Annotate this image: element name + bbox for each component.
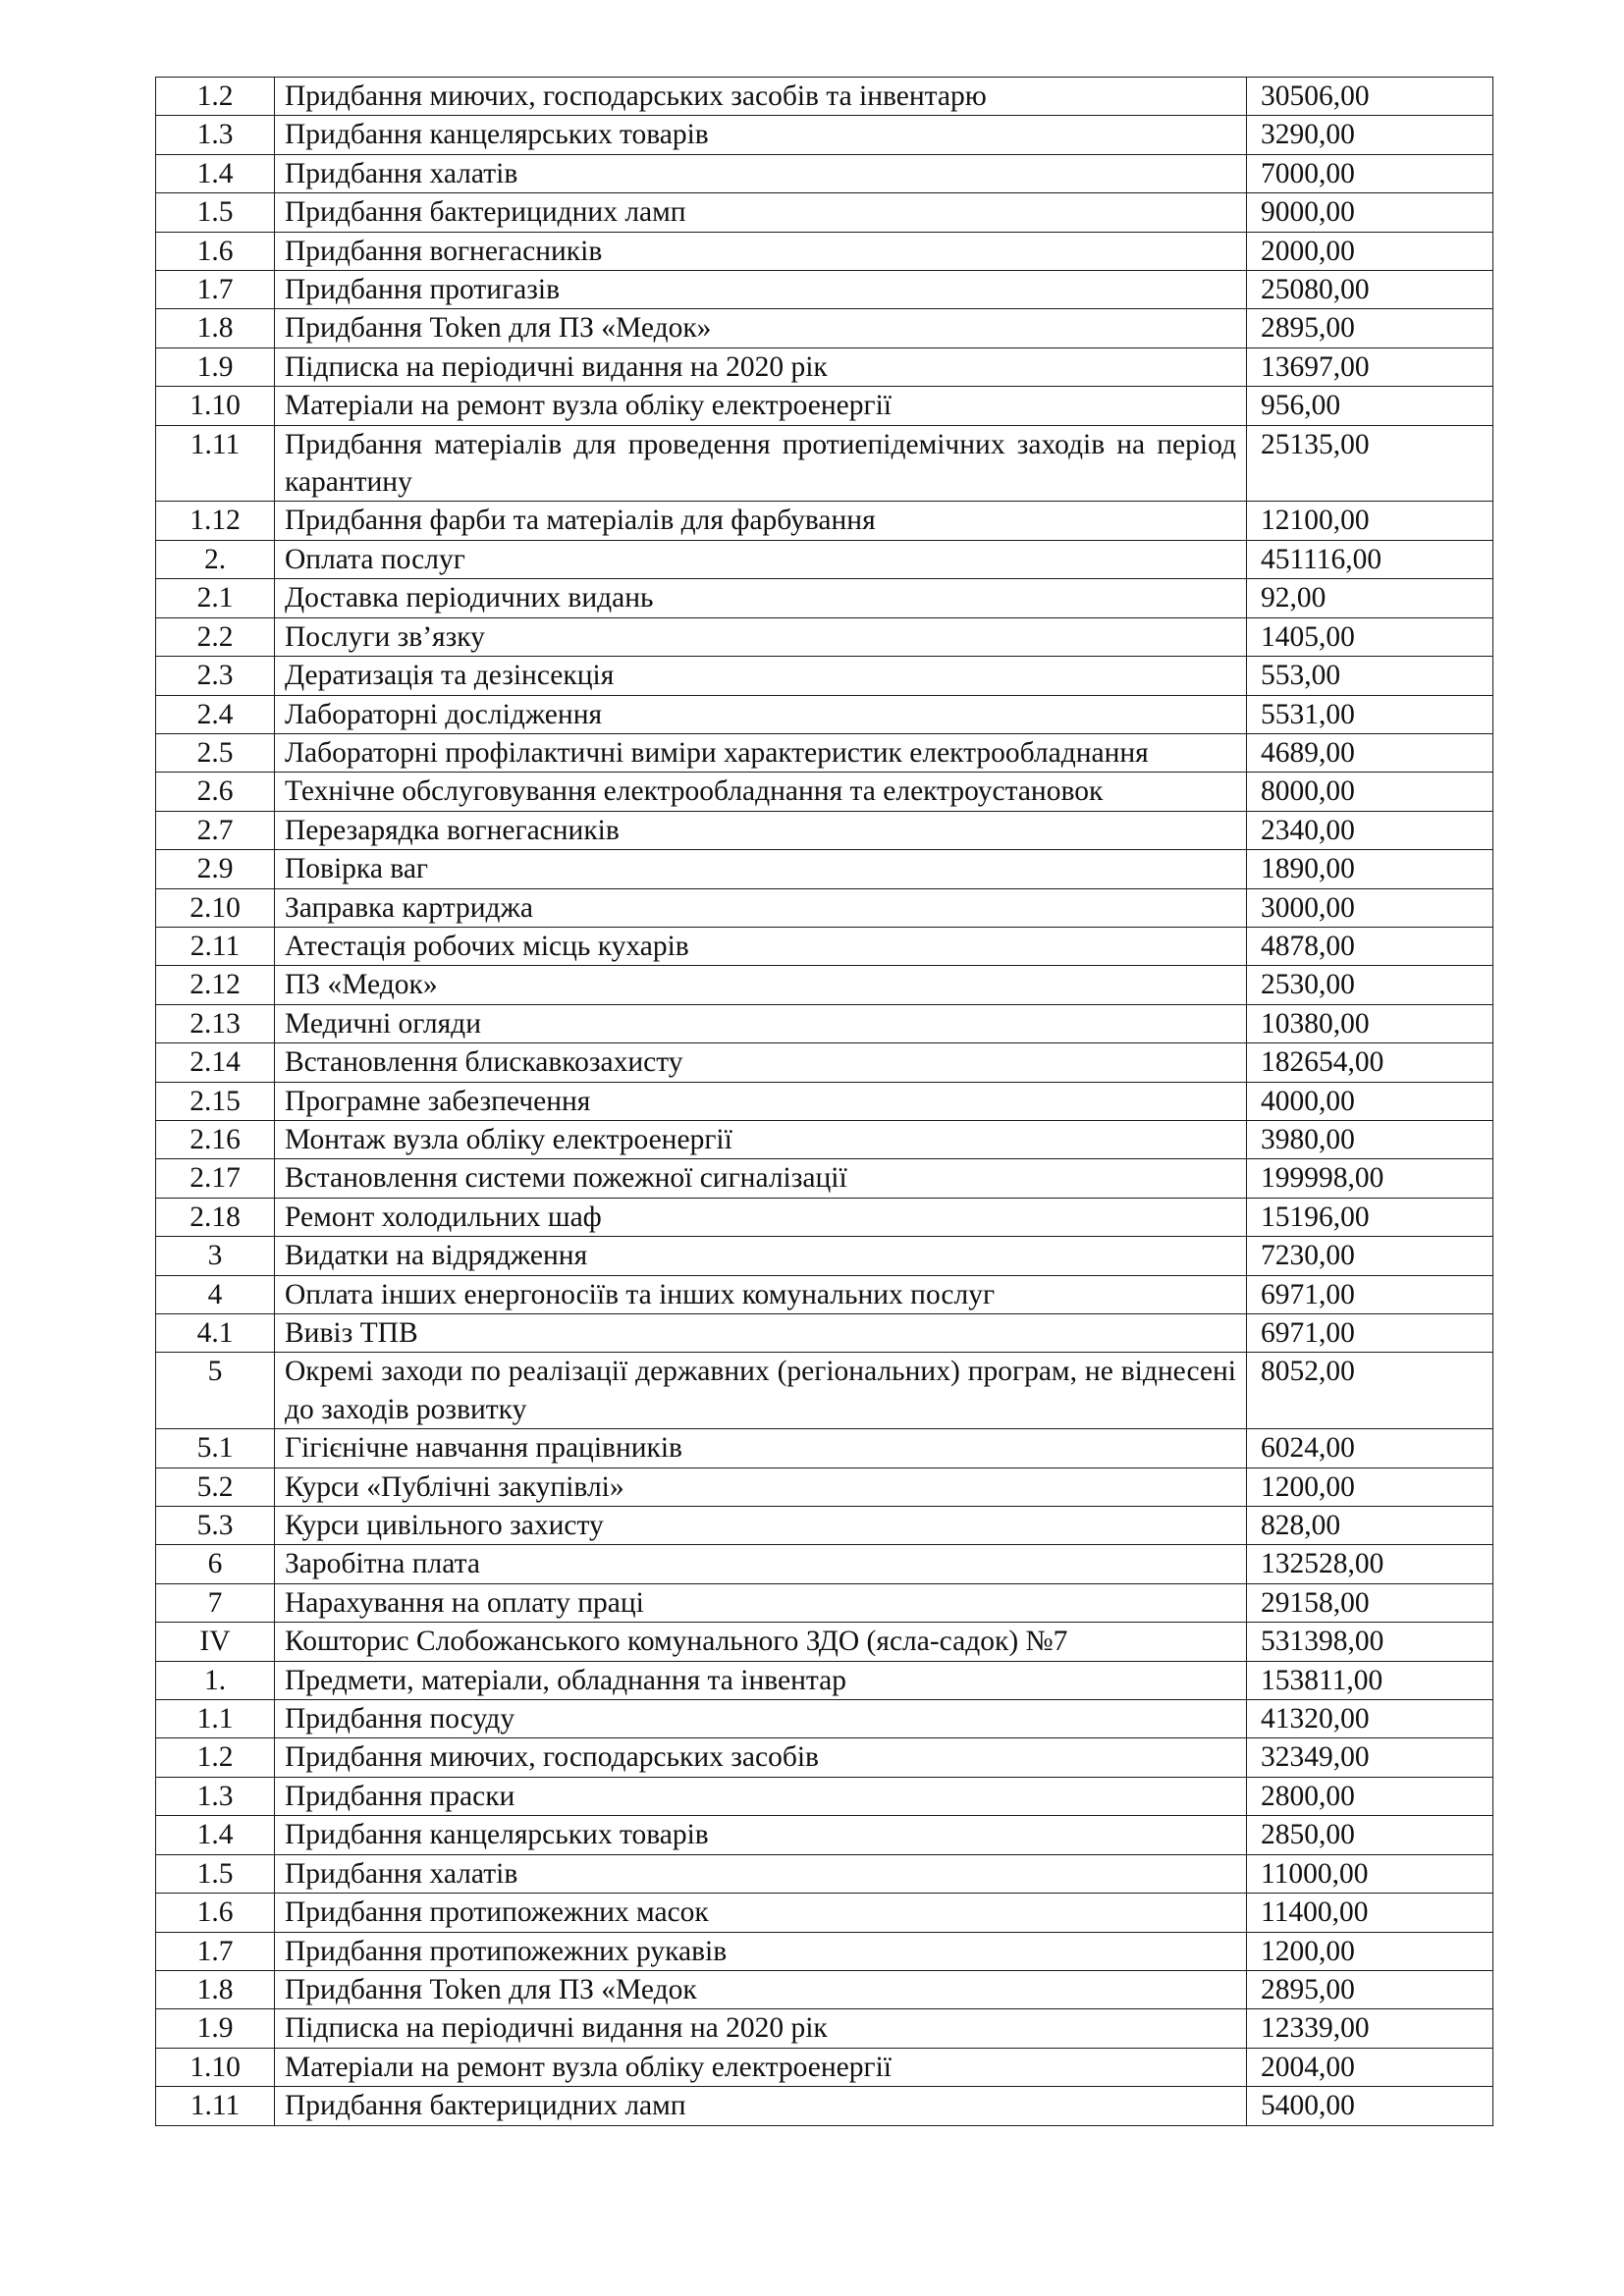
row-number: 1.9 [156,2009,275,2048]
row-description: Вивіз ТПВ [275,1314,1247,1353]
row-amount: 5531,00 [1247,695,1493,733]
row-number: 2.7 [156,811,275,849]
row-number: 1.5 [156,193,275,232]
row-description: Перезарядка вогнегасників [275,811,1247,849]
row-description: Придбання вогнегасників [275,232,1247,270]
row-number: 5.1 [156,1429,275,1468]
row-amount: 828,00 [1247,1507,1493,1545]
table-row [156,657,1493,695]
row-amount: 2800,00 [1247,1777,1493,1815]
row-amount: 4878,00 [1247,927,1493,965]
row-amount: 3290,00 [1247,116,1493,154]
row-description: Підписка на періодичні видання на 2020 рік [275,2009,1247,2048]
row-description: Доставка періодичних видань [275,579,1247,617]
row-number: 1.10 [156,2048,275,2086]
row-number: 1.5 [156,1854,275,1893]
row-amount: 1200,00 [1247,1468,1493,1506]
row-number: 2.11 [156,927,275,965]
row-amount: 12100,00 [1247,502,1493,540]
row-description: Придбання фарби та матеріалів для фарбування [275,502,1247,540]
row-amount: 3000,00 [1247,888,1493,927]
row-amount: 132528,00 [1247,1545,1493,1583]
row-number: 5 [156,1353,275,1429]
row-number: 1.7 [156,1932,275,1970]
row-description: Лабораторні дослідження [275,695,1247,733]
row-amount: 92,00 [1247,579,1493,617]
row-amount: 4000,00 [1247,1082,1493,1120]
row-amount: 15196,00 [1247,1198,1493,1236]
row-number: 1.10 [156,387,275,425]
table-row [156,1237,1493,1275]
row-description: Окремі заходи по реалізації державних (регіональних) програм, не віднесені до заходів розвитку [275,1353,1247,1429]
table-row [156,309,1493,347]
table-row [156,888,1493,927]
table-row [156,1275,1493,1313]
row-amount: 2004,00 [1247,2048,1493,2086]
row-amount: 182654,00 [1247,1043,1493,1082]
row-number: 1.4 [156,154,275,192]
row-amount: 13697,00 [1247,347,1493,386]
row-number: 5.2 [156,1468,275,1506]
row-number: 1.3 [156,1777,275,1815]
row-description: Гігієнічне навчання працівників [275,1429,1247,1468]
row-number: 2.6 [156,773,275,811]
row-amount: 11400,00 [1247,1894,1493,1932]
row-number: 1.12 [156,502,275,540]
row-amount: 1890,00 [1247,850,1493,888]
row-number: 2.10 [156,888,275,927]
row-description: Дератизація та дезінсекція [275,657,1247,695]
row-amount: 2895,00 [1247,1970,1493,2008]
table-row [156,1894,1493,1932]
table-row [156,773,1493,811]
row-amount: 2340,00 [1247,811,1493,849]
row-description: Придбання канцелярських товарів [275,1816,1247,1854]
table-row [156,1545,1493,1583]
table-row [156,1043,1493,1082]
row-description: Оплата інших енергоносіїв та інших комунальних послуг [275,1275,1247,1313]
row-number: 3 [156,1237,275,1275]
row-description: Предмети, матеріали, обладнання та інвентар [275,1661,1247,1699]
row-number: 1.4 [156,1816,275,1854]
row-description: Монтаж вузла обліку електроенергії [275,1120,1247,1158]
row-amount: 10380,00 [1247,1004,1493,1042]
row-description: Кошторис Слобожанського комунального ЗДО (ясла-садок) №7 [275,1623,1247,1661]
row-description: Придбання матеріалів для проведення протиепідемічних заходів на період карантину [275,425,1247,502]
table-row [156,927,1493,965]
row-amount: 199998,00 [1247,1159,1493,1198]
row-number: 2.12 [156,966,275,1004]
row-amount: 41320,00 [1247,1700,1493,1738]
row-number: 2.4 [156,695,275,733]
row-description: Заробітна плата [275,1545,1247,1583]
table-row [156,193,1493,232]
row-description: Медичні огляди [275,1004,1247,1042]
table-row [156,2048,1493,2086]
table-row [156,1661,1493,1699]
row-number: 1.11 [156,2087,275,2125]
row-description: Підписка на періодичні видання на 2020 рік [275,347,1247,386]
table-row [156,1159,1493,1198]
table-row [156,1970,1493,2008]
row-amount: 7230,00 [1247,1237,1493,1275]
table-row [156,733,1493,772]
table-row [156,1623,1493,1661]
table-row [156,154,1493,192]
row-number: 1.6 [156,1894,275,1932]
table-row [156,347,1493,386]
row-description: Придбання Token для ПЗ «Медок [275,1970,1247,2008]
table-row [156,1198,1493,1236]
table-row [156,579,1493,617]
row-description: Послуги зв’язку [275,617,1247,656]
row-amount: 6971,00 [1247,1275,1493,1313]
row-description: Видатки на відрядження [275,1237,1247,1275]
row-number: 2.13 [156,1004,275,1042]
row-number: 2.17 [156,1159,275,1198]
row-description: Придбання бактерицидних ламп [275,2087,1247,2125]
row-description: Курси «Публічні закупівлі» [275,1468,1247,1506]
table-row [156,425,1493,502]
table-row [156,1004,1493,1042]
row-amount: 531398,00 [1247,1623,1493,1661]
row-number: 1.8 [156,309,275,347]
row-amount: 32349,00 [1247,1738,1493,1777]
row-amount: 12339,00 [1247,2009,1493,2048]
table-row [156,1854,1493,1893]
row-number: 1.7 [156,271,275,309]
row-amount: 2850,00 [1247,1816,1493,1854]
row-description: Матеріали на ремонт вузла обліку електроенергії [275,2048,1247,2086]
row-number: 1.2 [156,1738,275,1777]
row-amount: 5400,00 [1247,2087,1493,2125]
row-description: Оплата послуг [275,540,1247,578]
table-row [156,1932,1493,1970]
table-row [156,1738,1493,1777]
table-row [156,116,1493,154]
row-amount: 553,00 [1247,657,1493,695]
row-number: 6 [156,1545,275,1583]
row-description: Заправка картриджа [275,888,1247,927]
row-number: 2.1 [156,579,275,617]
row-description: Програмне забезпечення [275,1082,1247,1120]
table-row [156,1507,1493,1545]
row-amount: 25080,00 [1247,271,1493,309]
table-row [156,1314,1493,1353]
row-description: Придбання бактерицидних ламп [275,193,1247,232]
row-description: Нарахування на оплату праці [275,1583,1247,1622]
row-number: 1.6 [156,232,275,270]
row-number: 2.15 [156,1082,275,1120]
table-row [156,1120,1493,1158]
row-description: Придбання протигазів [275,271,1247,309]
row-description: Встановлення системи пожежної сигналізації [275,1159,1247,1198]
row-amount: 1200,00 [1247,1932,1493,1970]
row-number: 2.16 [156,1120,275,1158]
row-description: Придбання протипожежних масок [275,1894,1247,1932]
row-description: Курси цивільного захисту [275,1507,1247,1545]
row-number: 1.8 [156,1970,275,2008]
table-row [156,2087,1493,2125]
row-number: 2.3 [156,657,275,695]
row-description: Придбання канцелярських товарів [275,116,1247,154]
table-row [156,2009,1493,2048]
row-number: 2.2 [156,617,275,656]
table-row [156,232,1493,270]
row-description: Придбання протипожежних рукавів [275,1932,1247,1970]
budget-table-body [156,78,1493,2126]
row-amount: 1405,00 [1247,617,1493,656]
row-amount: 3980,00 [1247,1120,1493,1158]
table-row [156,78,1493,116]
budget-table [155,77,1493,2126]
row-description: Повірка ваг [275,850,1247,888]
row-number: 1.1 [156,1700,275,1738]
row-number: 2.14 [156,1043,275,1082]
row-amount: 451116,00 [1247,540,1493,578]
row-amount: 153811,00 [1247,1661,1493,1699]
row-description: ПЗ «Медок» [275,966,1247,1004]
row-number: 2.9 [156,850,275,888]
row-amount: 2530,00 [1247,966,1493,1004]
table-row [156,1082,1493,1120]
row-amount: 11000,00 [1247,1854,1493,1893]
row-number: 2.18 [156,1198,275,1236]
row-number: 1. [156,1661,275,1699]
table-row [156,1777,1493,1815]
table-row [156,540,1493,578]
row-description: Лабораторні профілактичні виміри характеристик електрообладнання [275,733,1247,772]
row-description: Ремонт холодильних шаф [275,1198,1247,1236]
row-amount: 956,00 [1247,387,1493,425]
row-amount: 4689,00 [1247,733,1493,772]
row-number: 1.11 [156,425,275,502]
row-description: Придбання посуду [275,1700,1247,1738]
table-row [156,695,1493,733]
table-row [156,1353,1493,1429]
row-amount: 6971,00 [1247,1314,1493,1353]
row-description: Придбання Token для ПЗ «Медок» [275,309,1247,347]
row-description: Придбання миючих, господарських засобів [275,1738,1247,1777]
table-row [156,850,1493,888]
row-amount: 2000,00 [1247,232,1493,270]
row-number: 5.3 [156,1507,275,1545]
row-description: Придбання халатів [275,154,1247,192]
row-number: 2.5 [156,733,275,772]
table-row [156,966,1493,1004]
row-amount: 8000,00 [1247,773,1493,811]
row-amount: 30506,00 [1247,78,1493,116]
table-row [156,811,1493,849]
row-amount: 29158,00 [1247,1583,1493,1622]
row-number: 2. [156,540,275,578]
row-description: Технічне обслуговування електрообладнання та електроустановок [275,773,1247,811]
row-amount: 9000,00 [1247,193,1493,232]
table-row [156,502,1493,540]
row-number: IV [156,1623,275,1661]
table-row [156,271,1493,309]
row-description: Атестація робочих місць кухарів [275,927,1247,965]
table-row [156,1468,1493,1506]
row-amount: 7000,00 [1247,154,1493,192]
table-row [156,387,1493,425]
table-row [156,1583,1493,1622]
table-row [156,617,1493,656]
row-number: 4 [156,1275,275,1313]
row-amount: 25135,00 [1247,425,1493,502]
row-number: 1.2 [156,78,275,116]
row-amount: 8052,00 [1247,1353,1493,1429]
row-number: 1.9 [156,347,275,386]
row-number: 4.1 [156,1314,275,1353]
table-row [156,1700,1493,1738]
row-number: 1.3 [156,116,275,154]
table-row [156,1816,1493,1854]
row-description: Придбання праски [275,1777,1247,1815]
table-row [156,1429,1493,1468]
row-description: Придбання миючих, господарських засобів та інвентарю [275,78,1247,116]
row-description: Матеріали на ремонт вузла обліку електроенергії [275,387,1247,425]
row-amount: 2895,00 [1247,309,1493,347]
row-description: Придбання халатів [275,1854,1247,1893]
row-amount: 6024,00 [1247,1429,1493,1468]
row-description: Встановлення блискавкозахисту [275,1043,1247,1082]
row-number: 7 [156,1583,275,1622]
